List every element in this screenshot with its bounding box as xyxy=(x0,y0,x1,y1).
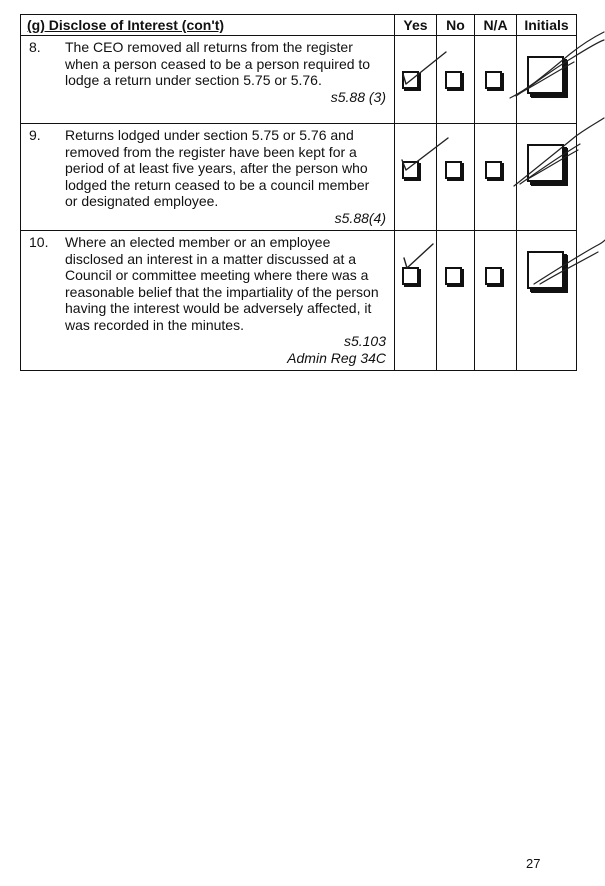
na-cell xyxy=(475,36,517,124)
item-text-line: lodge a return under section 5.75 or 5.76. xyxy=(65,72,322,88)
legislation-reference: s5.88(4) xyxy=(334,209,386,226)
no-checkbox[interactable] xyxy=(445,71,462,89)
item-description xyxy=(21,231,395,371)
table-row xyxy=(21,231,577,371)
item-text-line: was recorded in the minutes. xyxy=(65,316,244,333)
item-text-line: or designated employee. xyxy=(65,193,219,209)
initials-cell xyxy=(517,231,577,371)
disclosure-checklist-table xyxy=(20,14,577,371)
table-row xyxy=(21,124,577,231)
initials-cell xyxy=(517,36,577,124)
yes-checkbox[interactable] xyxy=(402,71,419,89)
legislation-reference: Admin Reg 34C xyxy=(287,349,386,366)
item-description xyxy=(21,36,395,124)
initials-box[interactable] xyxy=(527,251,564,289)
initials-box[interactable] xyxy=(527,56,564,94)
no-cell xyxy=(437,124,475,231)
column-header-no: No xyxy=(437,15,475,36)
legislation-reference: s5.103 xyxy=(343,333,386,349)
item-text-line: reasonable belief that the impartiality of the person xyxy=(65,283,379,300)
yes-cell xyxy=(395,231,437,371)
item-text-line: Council or committee meeting where there was a xyxy=(65,267,369,283)
item-text-line: removed from the register have been kept for a xyxy=(65,143,357,160)
table-header-row xyxy=(21,15,577,36)
column-header-yes: Yes xyxy=(395,15,437,36)
item-text-line: lodged the return ceased to be a council member xyxy=(65,176,370,193)
item-text-line: period of at least five years, after the person who xyxy=(65,160,368,176)
checklist-sheet xyxy=(20,14,576,366)
yes-checkbox[interactable] xyxy=(402,161,419,179)
na-cell xyxy=(475,124,517,231)
item-text-line: Returns lodged under section 5.75 or 5.76 and xyxy=(65,127,354,143)
item-text-line: having the interest would be adversely affected, it xyxy=(65,300,372,316)
na-checkbox[interactable] xyxy=(485,161,502,179)
initials-box[interactable] xyxy=(527,144,564,182)
section-title: (g) Disclose of Interest (con't) xyxy=(21,15,395,36)
na-checkbox[interactable] xyxy=(485,267,502,285)
yes-cell xyxy=(395,36,437,124)
no-cell xyxy=(437,231,475,371)
column-header-initials: Initials xyxy=(517,15,577,36)
item-text-line: when a person ceased to be a person required to xyxy=(65,55,371,72)
item-description xyxy=(21,124,395,231)
legislation-reference: s5.88 (3) xyxy=(330,88,386,105)
na-checkbox[interactable] xyxy=(485,71,502,89)
item-number: 9. xyxy=(29,127,41,143)
page-number: 27 xyxy=(526,856,541,871)
item-text-line: The CEO removed all returns from the register xyxy=(65,39,353,55)
initials-cell xyxy=(517,124,577,231)
item-number: 8. xyxy=(29,39,41,55)
no-cell xyxy=(437,36,475,124)
table-row xyxy=(21,36,577,124)
no-checkbox[interactable] xyxy=(445,161,462,179)
yes-checkbox[interactable] xyxy=(402,267,419,285)
column-header-na: N/A xyxy=(475,15,517,36)
item-text-line: disclosed an interest in a matter discussed at a xyxy=(65,250,357,267)
na-cell xyxy=(475,231,517,371)
item-text-line: Where an elected member or an employee xyxy=(65,234,331,250)
item-number: 10. xyxy=(29,234,49,250)
yes-cell xyxy=(395,124,437,231)
no-checkbox[interactable] xyxy=(445,267,462,285)
